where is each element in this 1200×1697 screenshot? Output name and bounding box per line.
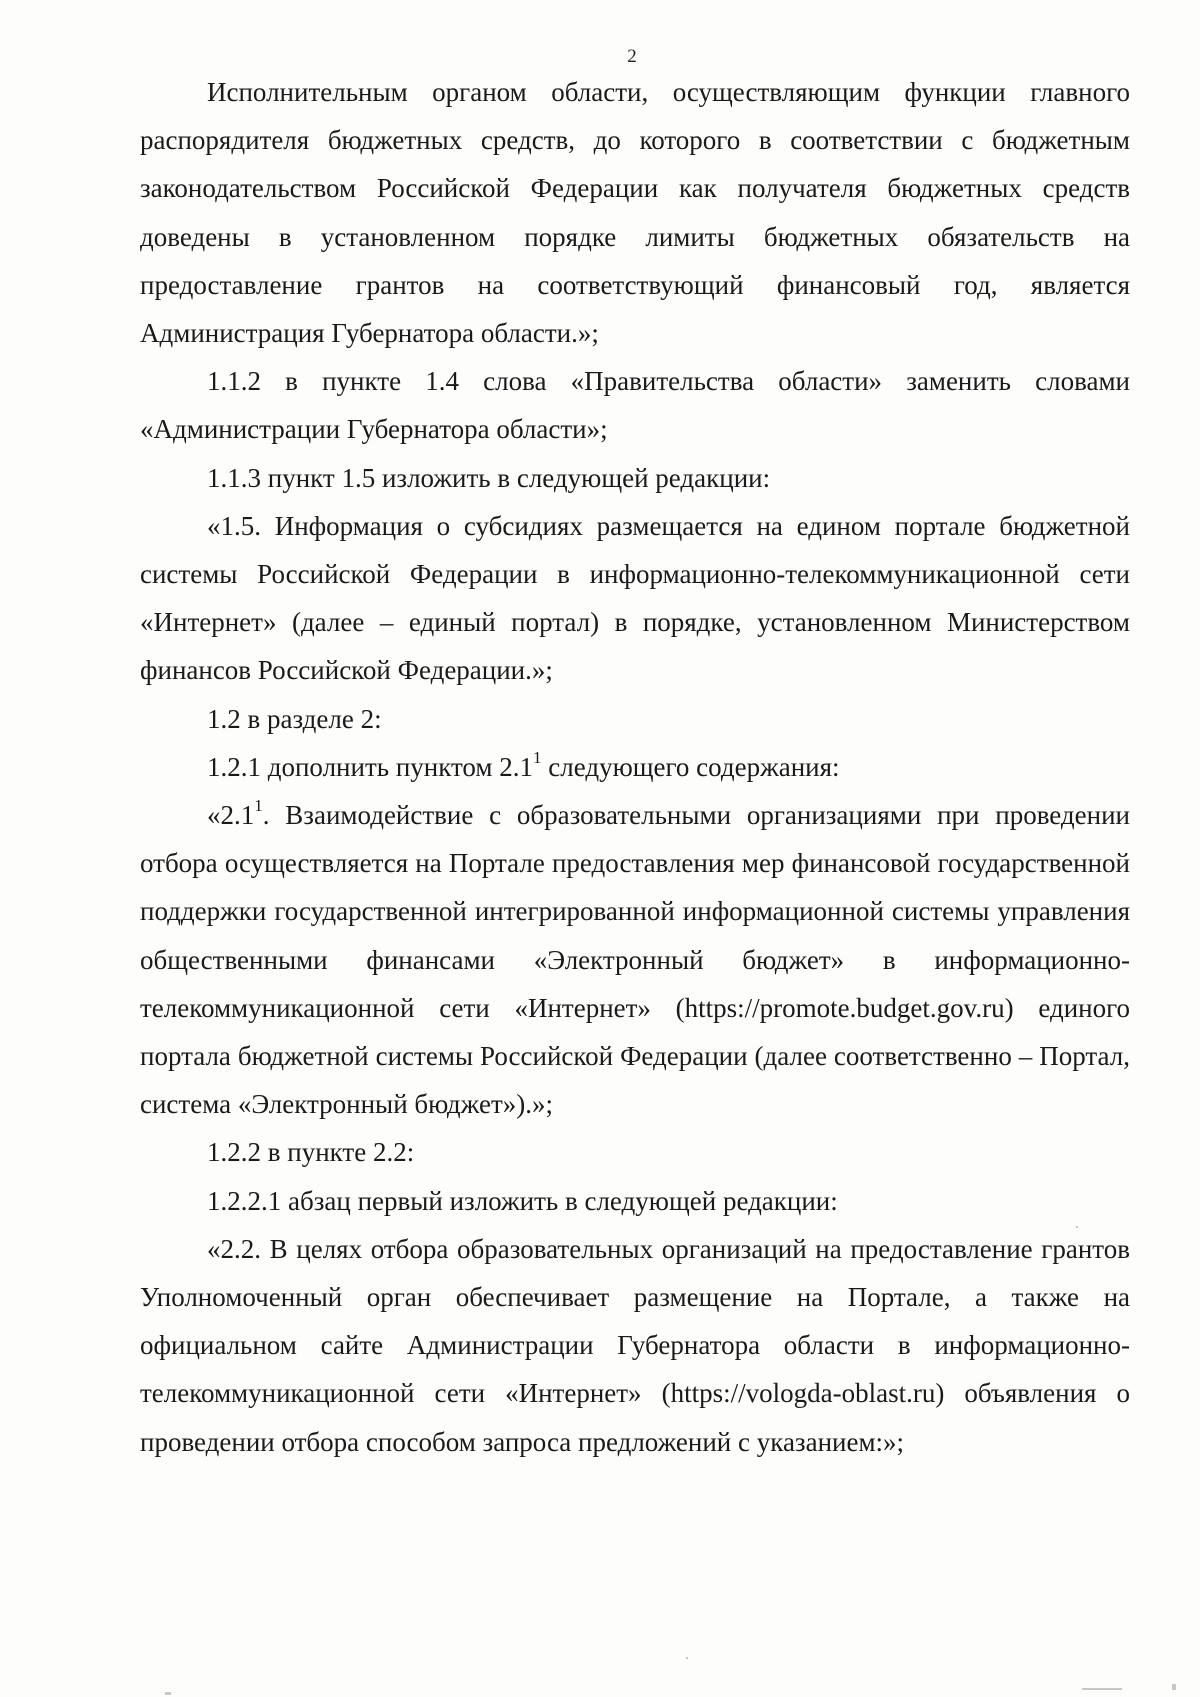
scan-artifact	[165, 1692, 171, 1695]
paragraph-2-1-1-text-start: «2.1	[207, 800, 255, 831]
paragraph-1-2-2: 1.2.2 в пункте 2.2:	[207, 1137, 415, 1168]
paragraph-1-2-1-text-end: следующего содержания:	[541, 751, 840, 782]
paragraph-1-2-1-text-start: 1.2.1 дополнить пунктом 2.1	[207, 751, 533, 782]
paragraph-1-1-2: 1.1.2 в пункте 1.4 слова «Правительства области» заменить словами «Администрации Губернатора области»;	[140, 366, 1130, 445]
scan-artifact	[1082, 1688, 1122, 1690]
paragraph-1-1-3: 1.1.3 пункт 1.5 изложить в следующей редакции:	[207, 462, 771, 493]
superscript: 1	[533, 747, 542, 767]
paragraph-2-1-1-text-end: . Взаимодействие с образовательными организациями при проведении отбора осуществляется на Портале предоставления мер финансовой государственной поддержки государственной интегрированной информационной системы управления общественными финансами «Электронный бюджет» в информационно-телекоммуникационной сети «Интернет» (https://promote.budget.gov.ru) единого портала бюджетной системы Российской Федерации (далее соответственно – Портал, система «Электронный бюджет»).»;	[140, 800, 1130, 1120]
paragraph-2-1-1	[140, 791, 1130, 1128]
paragraph-executive-body: Исполнительным органом области, осуществляющим функции главного распорядителя бюджетных средств, до которого в соответствии с бюджетным законодательством Российской Федерации как получателя бюджетных средств доведены в установленном порядке лимиты бюджетных обязательств на предоставление грантов на соответствующий финансовый год, является Администрация Губернатора области.»;	[140, 77, 1130, 349]
scan-artifact	[1172, 1684, 1176, 1690]
scan-artifact	[686, 1657, 688, 1659]
scan-artifact	[1076, 1226, 1078, 1228]
paragraph-1-2-2-1: 1.2.2.1 абзац первый изложить в следующей редакции:	[207, 1185, 838, 1216]
document-body	[140, 68, 1130, 1466]
paragraph-2-2: «2.2. В целях отбора образовательных организаций на предоставление грантов Уполномоченный орган обеспечивает размещение на Портале, а также на официальном сайте Администрации Губернатора области в информационно-телекоммуникационной сети «Интернет» (https://vologda-oblast.ru) объявления о проведении отбора способом запроса предложений с указанием:»;	[140, 1233, 1130, 1457]
superscript: 1	[254, 796, 263, 816]
paragraph-1-2-1	[140, 743, 1130, 791]
paragraph-1-2: 1.2 в разделе 2:	[207, 703, 382, 734]
paragraph-1-5: «1.5. Информация о субсидиях размещается на едином портале бюджетной системы Российской Федерации в информационно-телекоммуникационной сети «Интернет» (далее – единый портал) в порядке, установленном Министерством финансов Российской Федерации.»;	[140, 510, 1130, 686]
page-number: 2	[627, 46, 637, 67]
